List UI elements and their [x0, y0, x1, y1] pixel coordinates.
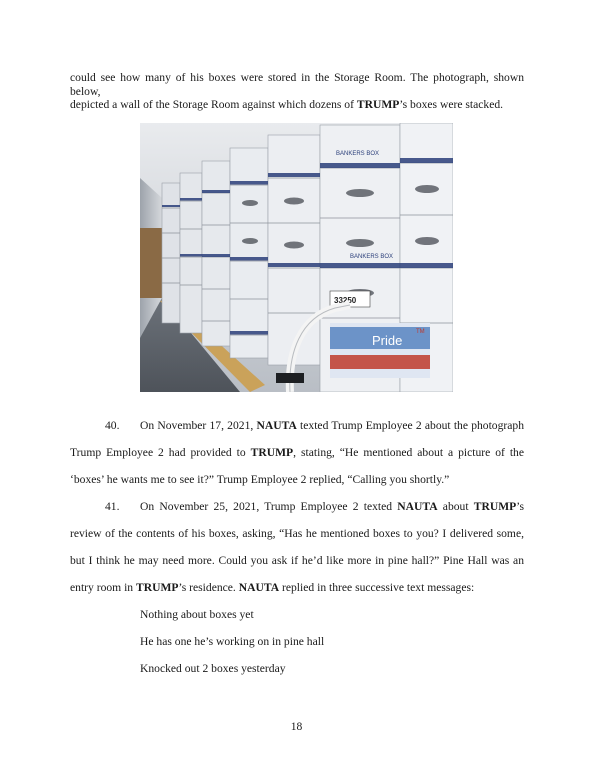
para41-l1a: On November 25, 2021, Trump Employee 2 texted [140, 500, 398, 513]
para40-trump: TRUMP [250, 446, 294, 459]
para40-line-2 [70, 446, 524, 460]
intro-trump-bold: TRUMP [356, 98, 400, 111]
message-2: He has one he’s working on in pine hall [140, 635, 325, 648]
box-number-label: 33250 [334, 296, 357, 305]
para41-number: 41. [105, 500, 120, 513]
box-brand-label: BANKERS BOX [336, 151, 380, 157]
para41-trump: TRUMP [473, 500, 517, 513]
intro-line-2 [70, 98, 503, 112]
para41-l4e: replied in three successive text messages: [279, 581, 475, 594]
para40-line-3: ‘boxes’ he wants me to see it?” Trump Employee 2 replied, “Calling you shortly.” [70, 473, 450, 486]
message-3: Knocked out 2 boxes yesterday [140, 662, 286, 675]
para41-l4-trump: TRUMP [136, 581, 179, 594]
para40-l1a: On November 17, 2021, [140, 419, 257, 432]
para40-l2a: Trump Employee 2 had provided to [70, 446, 251, 459]
para41-l4a: entry room in [70, 581, 137, 594]
intro-line-2-end: ’s boxes were stacked. [399, 98, 504, 111]
message-1: Nothing about boxes yet [140, 608, 254, 621]
box-brand-label-2: BANKERS BOX [350, 254, 394, 260]
para41-line-1-text [140, 500, 524, 514]
para40-l2c: , stating, “He mentioned about a picture of the [293, 446, 525, 459]
para41-l1e: ’s [516, 500, 524, 513]
para41-line-2: review of the contents of his boxes, asking, “Has he mentioned boxes to you? I delivered some, [70, 527, 524, 540]
para41-line-4 [70, 581, 474, 595]
para41-nauta: NAUTA [397, 500, 438, 513]
para40-nauta: NAUTA [256, 419, 297, 432]
para40-number: 40. [105, 419, 120, 432]
page-number: 18 [290, 720, 303, 733]
storage-room-photo [140, 123, 453, 392]
para41-l1c: about [437, 500, 474, 513]
box-printed-text: Pride [372, 333, 403, 348]
para41-l4c: ’s residence. [178, 581, 239, 594]
para41-l4-nauta: NAUTA [238, 581, 280, 594]
para40-l1c: texted Trump Employee 2 about the photograph [296, 419, 524, 432]
para41-line-3: but I think he may need more. Could you ask if he’d like more in pine hall?” Pine Hall was an [70, 554, 524, 567]
para40-line-1-text [140, 419, 524, 433]
storage-room-photo-svg [140, 123, 453, 392]
intro-line-1: could see how many of his boxes were stored in the Storage Room. The photograph, shown below, [70, 71, 524, 98]
box-tag-label: TM [416, 329, 425, 335]
intro-line-2-text: depicted a wall of the Storage Room against which dozens of [70, 98, 357, 111]
